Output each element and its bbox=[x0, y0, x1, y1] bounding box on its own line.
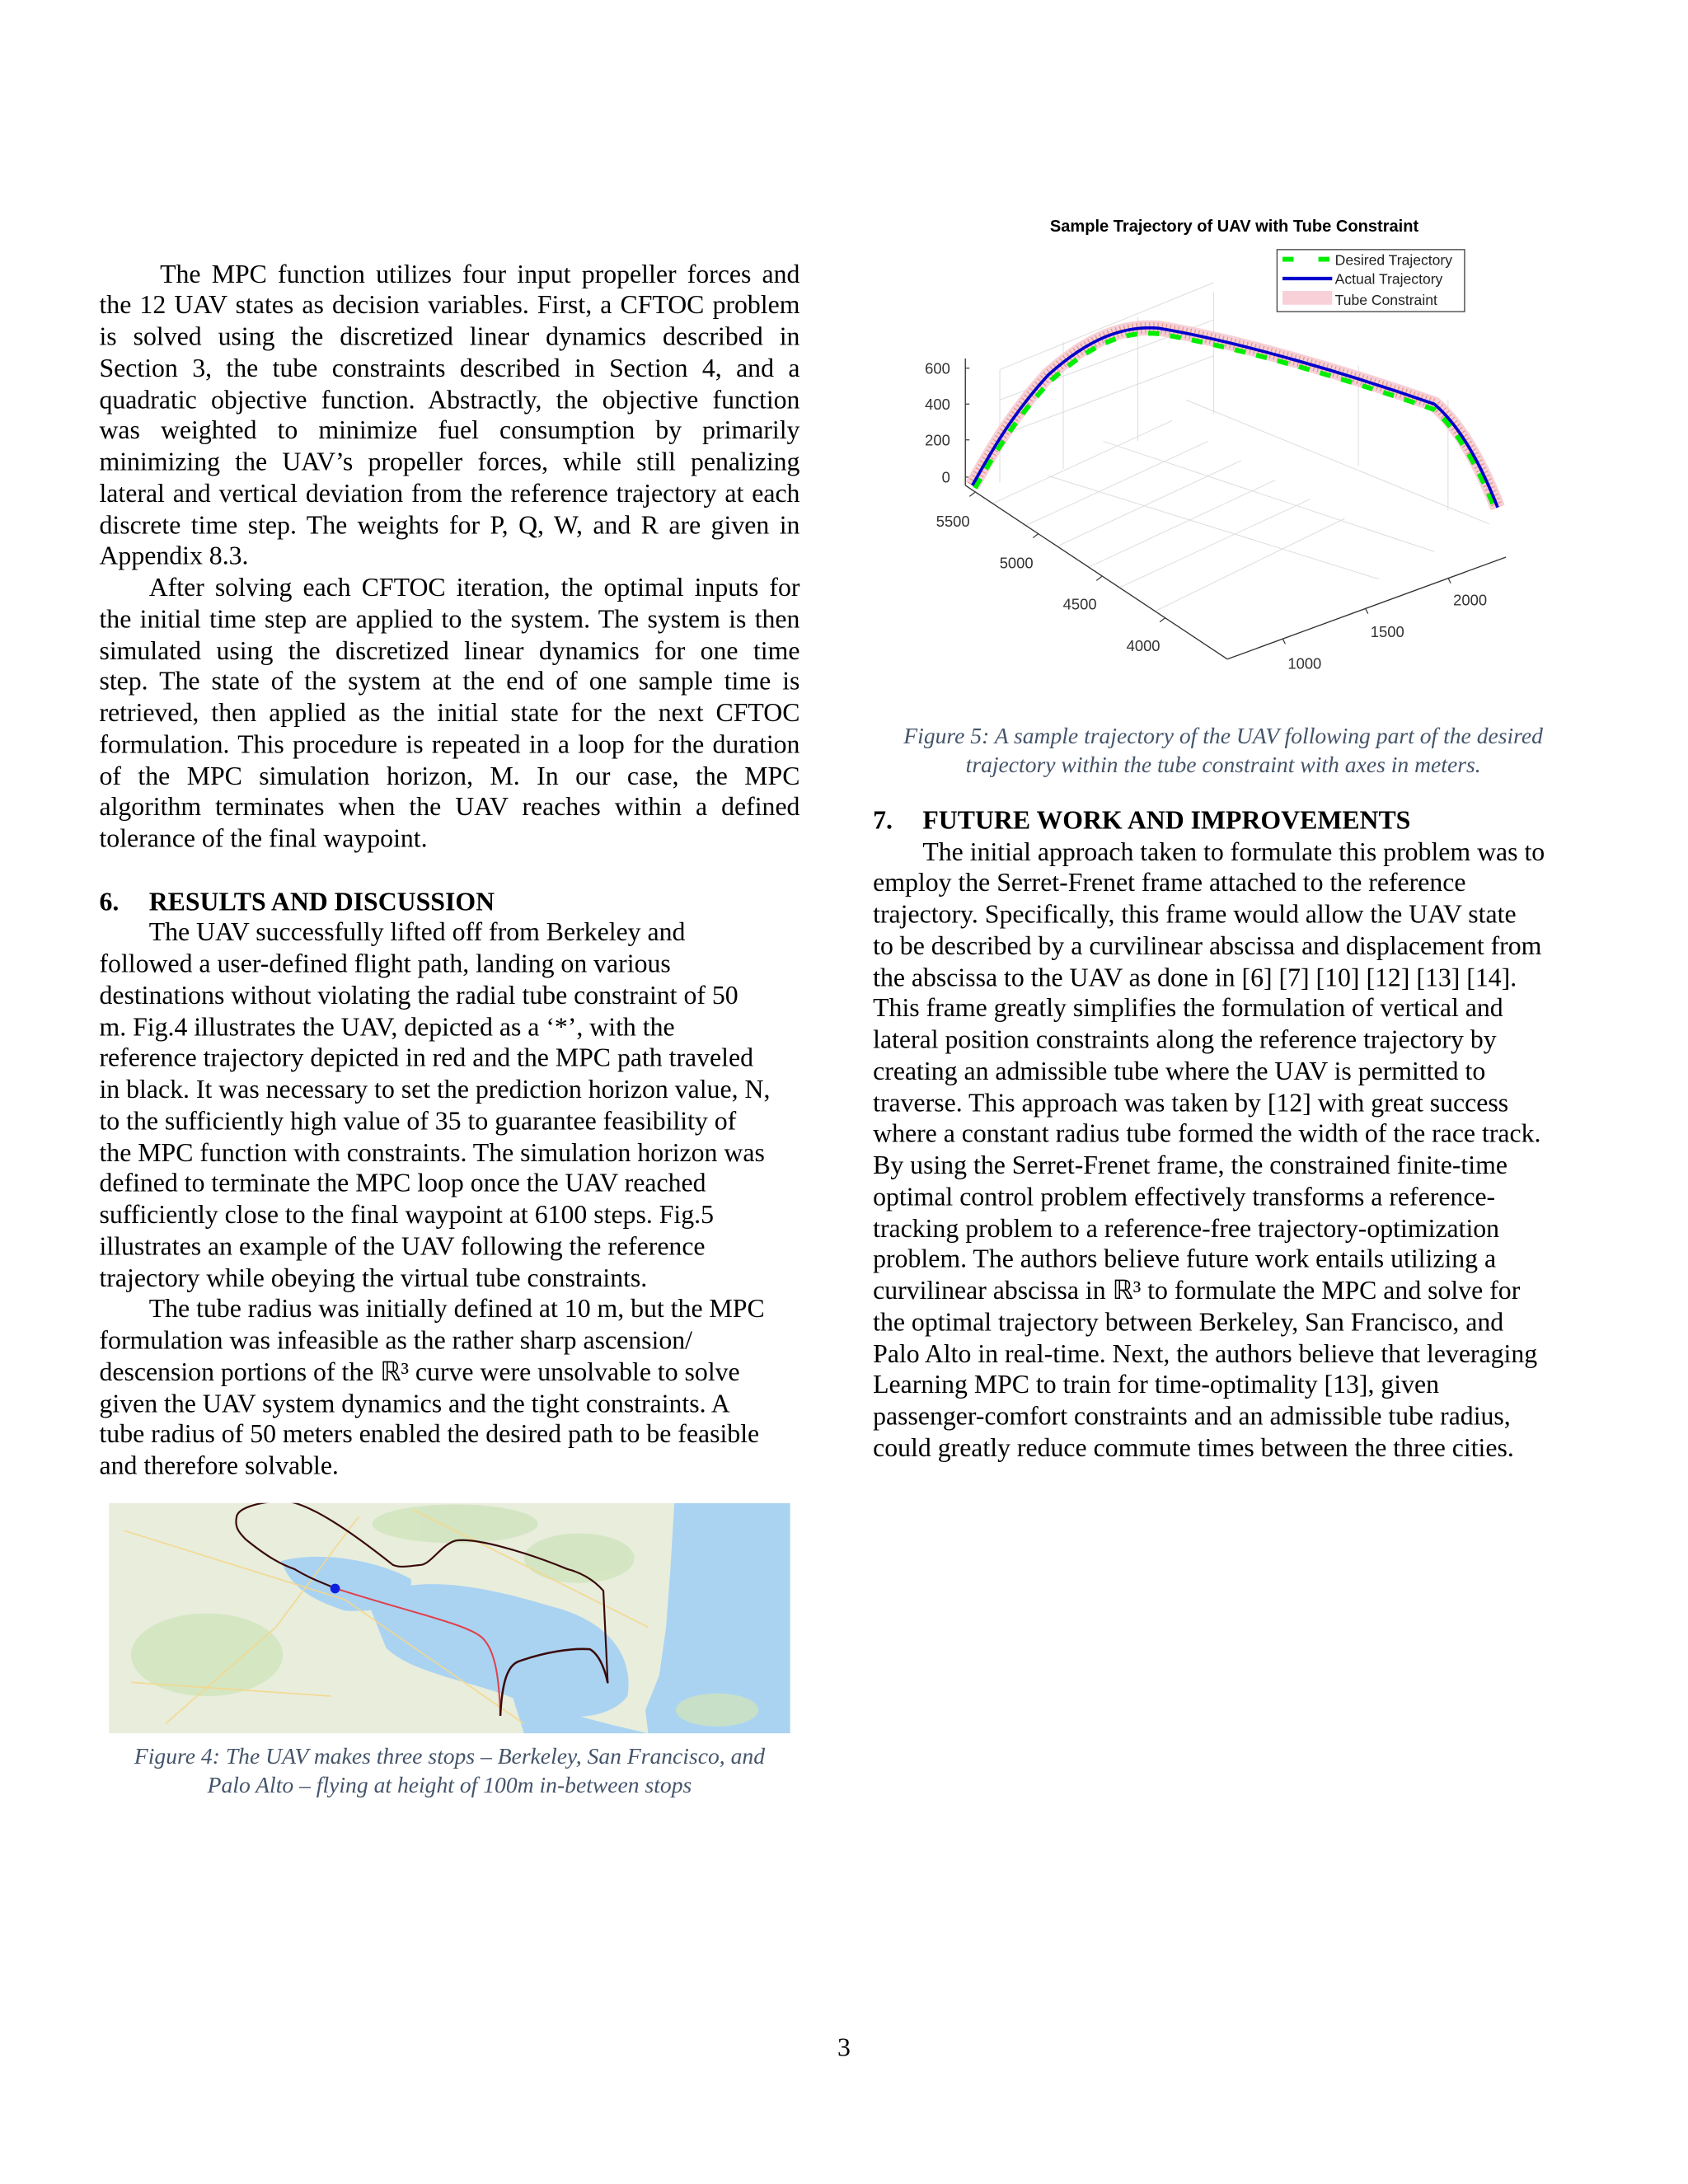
text-line: illustrates an example of the UAV following the reference bbox=[99, 1232, 706, 1262]
text-line: in black. It was necessary to set the prediction horizon value, N, bbox=[99, 1076, 771, 1105]
text-line: sufficiently close to the final waypoint at 6100 steps. Fig.5 bbox=[99, 1201, 714, 1230]
text-line: Palo Alto in real-time. Next, the authors believe that leveraging bbox=[873, 1339, 1538, 1369]
figure4-caption-line: Figure 4: The UAV makes three stops – Berkeley, San Francisco, and bbox=[134, 1742, 765, 1769]
section-title: RESULTS AND DISCUSSION bbox=[148, 887, 495, 916]
text-line: creating an admissible tube where the UAV is permitted to bbox=[873, 1057, 1486, 1087]
text-line: was weighted to minimize fuel consumption by primarily bbox=[99, 416, 800, 447]
text-line: the optimal trajectory between Berkeley, San Francisco, and bbox=[873, 1308, 1504, 1338]
tick-mark bbox=[969, 492, 975, 496]
legend-actual: Actual Trajectory bbox=[1334, 270, 1443, 288]
tick-label: 5000 bbox=[999, 554, 1034, 572]
page-number: 3 bbox=[837, 2033, 851, 2064]
tick-label: 5500 bbox=[935, 513, 970, 531]
text-line: formulation. This procedure is repeated in a loop for the duration bbox=[99, 730, 800, 760]
text-line: By using the Serret-Frenet frame, the constrained finite-time bbox=[873, 1151, 1507, 1181]
text-line: Section 3, the tube constraints described in Section 4, and a bbox=[99, 354, 800, 383]
text-line: Appendix 8.3. bbox=[99, 542, 249, 572]
text-line: of the MPC simulation horizon, M. In our case, the MPC bbox=[99, 762, 800, 791]
text-line: lateral and vertical deviation from the reference trajectory at each bbox=[99, 480, 800, 509]
text-line: tracking problem to a reference-free trajectory-optimization bbox=[873, 1214, 1500, 1244]
text-line: traverse. This approach was taken by [12] with great success bbox=[873, 1089, 1509, 1118]
tick-mark bbox=[1365, 608, 1367, 614]
text-line: trajectory. Specifically, this frame would allow the UAV state bbox=[873, 900, 1517, 930]
text-line: step. The state of the system at the end of one sample time is bbox=[99, 668, 800, 697]
text-line: destinations without violating the radial tube constraint of 50 bbox=[99, 982, 738, 1011]
section-number: 6. bbox=[99, 887, 120, 916]
text-line: reference trajectory depicted in red and the MPC path traveled bbox=[99, 1044, 754, 1074]
text-line: quadratic objective function. Abstractly, the objective function bbox=[99, 385, 800, 415]
text-line: The tube radius was initially defined at 10 m, but the MPC bbox=[148, 1295, 765, 1324]
section-title: FUTURE WORK AND IMPROVEMENTS bbox=[922, 806, 1411, 836]
figure4-map bbox=[109, 1503, 790, 1733]
tick-label: 0 bbox=[941, 468, 950, 486]
figure5-caption-line: Figure 5: A sample trajectory of the UAV following part of the desired bbox=[903, 722, 1543, 749]
tick-label: 4000 bbox=[1126, 636, 1160, 654]
text-line: problem. The authors believe future work entails utilizing a bbox=[873, 1245, 1497, 1275]
desired-trajectory-line bbox=[975, 333, 1495, 509]
tick-label: 200 bbox=[925, 431, 950, 449]
y-axis bbox=[965, 485, 1227, 659]
text-line: where a constant radius tube formed the width of the race track. bbox=[873, 1120, 1541, 1150]
actual-trajectory-line bbox=[973, 328, 1498, 508]
text-line: employ the Serret-Frenet frame attached to the reference bbox=[873, 869, 1466, 898]
legend-desired: Desired Trajectory bbox=[1334, 251, 1453, 269]
text-line: the abscissa to the UAV as done in [6] [7] [10] [12] [13] [14]. bbox=[873, 963, 1517, 992]
text-line: to be described by a curvilinear abscissa and displacement from bbox=[873, 931, 1542, 961]
tube-constraint-rings bbox=[973, 328, 1498, 508]
text-line: curvilinear abscissa in ℝ³ to formulate the MPC and solve for bbox=[873, 1277, 1521, 1306]
legend-tube: Tube Constraint bbox=[1334, 291, 1437, 308]
text-line: simulated using the discretized linear dynamics for one time bbox=[99, 636, 800, 666]
text-line: discrete time step. The weights for P, Q, W, and R are given in bbox=[99, 511, 800, 541]
chart-legend bbox=[1277, 250, 1465, 312]
tick-label: 2000 bbox=[1453, 591, 1488, 609]
tick-label: 1500 bbox=[1370, 623, 1404, 641]
text-line: minimizing the UAV’s propeller forces, while still penalizing bbox=[99, 448, 800, 478]
text-line: passenger-comfort constraints and an admissible tube radius, bbox=[873, 1402, 1511, 1432]
tick-label: 4500 bbox=[1062, 595, 1097, 613]
tick-mark bbox=[1033, 534, 1039, 538]
chart-title: Sample Trajectory of UAV with Tube Constraint bbox=[1049, 218, 1419, 237]
text-line: tolerance of the final waypoint. bbox=[99, 824, 428, 854]
text-line: The UAV successfully lifted off from Berkeley and bbox=[148, 918, 686, 949]
text-line: followed a user-defined flight path, landing on various bbox=[99, 949, 671, 980]
text-line: descension portions of the ℝ³ curve were unsolvable to solve bbox=[99, 1357, 740, 1387]
figure4-caption-line: Palo Alto – flying at height of 100m in-between stops bbox=[207, 1771, 692, 1798]
uav-marker-icon bbox=[331, 1584, 340, 1594]
tick-label: 1000 bbox=[1287, 654, 1322, 673]
text-line: The MPC function utilizes four input propeller forces and bbox=[160, 260, 800, 289]
text-line: to the sufficiently high value of 35 to guarantee feasibility of bbox=[99, 1107, 737, 1137]
text-line: tube radius of 50 meters enabled the desired path to be feasible bbox=[99, 1420, 760, 1451]
figure5-caption bbox=[855, 723, 1591, 780]
text-line: is solved using the discretized linear dynamics described in bbox=[99, 322, 800, 352]
text-line: the 12 UAV states as decision variables. First, a CFTOC problem bbox=[99, 291, 800, 321]
text-line: defined to terminate the MPC loop once the UAV reached bbox=[99, 1169, 706, 1199]
text-line: trajectory while obeying the virtual tube constraints. bbox=[99, 1263, 648, 1293]
tick-label: 600 bbox=[925, 359, 950, 377]
tick-label: 400 bbox=[925, 395, 950, 413]
text-line: After solving each CFTOC iteration, the optimal inputs for bbox=[148, 574, 800, 603]
text-line: formulation was infeasible as the rather sharp ascension/ bbox=[99, 1326, 692, 1356]
text-line: could greatly reduce commute times between the three cities. bbox=[873, 1433, 1514, 1463]
chart-grid bbox=[993, 283, 1489, 611]
tube-constraint-band bbox=[973, 328, 1498, 508]
text-line: algorithm terminates when the UAV reaches within a defined bbox=[99, 793, 800, 823]
text-line: The initial approach taken to formulate this problem was to bbox=[922, 837, 1545, 867]
text-line: Learning MPC to train for time-optimality [13], given bbox=[873, 1371, 1440, 1400]
text-line: and therefore solvable. bbox=[99, 1452, 339, 1482]
tick-mark bbox=[1282, 639, 1285, 644]
text-line: retrieved, then applied as the initial state for the next CFTOC bbox=[99, 699, 800, 729]
text-line: lateral position constraints along the reference trajectory by bbox=[873, 1025, 1497, 1056]
figure5-caption-line: trajectory within the tube constraint with axes in meters. bbox=[965, 751, 1481, 777]
text-line: optimal control problem effectively transforms a reference- bbox=[873, 1183, 1496, 1212]
text-line: given the UAV system dynamics and the tight constraints. A bbox=[99, 1389, 730, 1419]
text-line: This frame greatly simplifies the formulation of vertical and bbox=[873, 994, 1503, 1024]
tick-mark bbox=[1160, 618, 1165, 622]
section-number: 7. bbox=[873, 806, 893, 836]
tick-mark bbox=[1448, 578, 1451, 583]
tick-mark bbox=[1096, 576, 1102, 580]
text-line: the initial time step are applied to the system. The system is then bbox=[99, 605, 800, 635]
text-line: the MPC function with constraints. The simulation horizon was bbox=[99, 1138, 765, 1168]
text-line: m. Fig.4 illustrates the UAV, depicted as a ‘*’, with the bbox=[99, 1013, 675, 1043]
figure4-caption bbox=[82, 1743, 816, 1800]
